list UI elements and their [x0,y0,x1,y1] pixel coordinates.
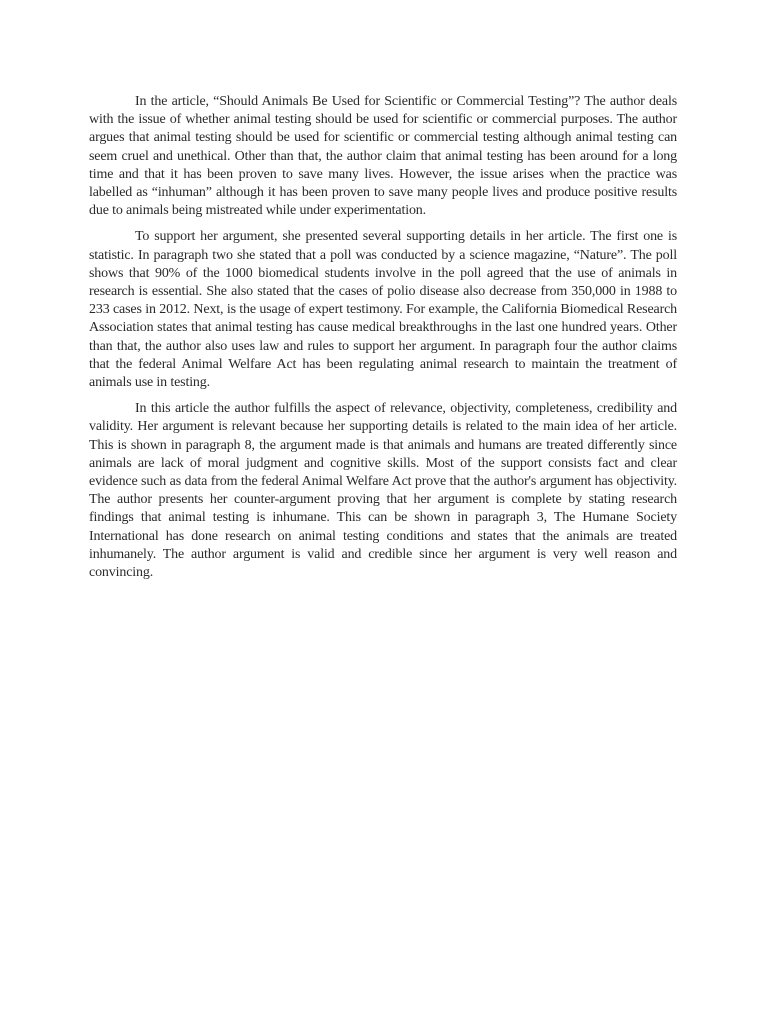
paragraph-intro: In the article, “Should Animals Be Used for Scientific or Commercial Testing”? The author deals with the issue of whether animal testing should be used for scientific or commercial purposes. The author argues that animal testing should be used for scientific or commercial testing although animal testing can seem cruel and unethical. Other than that, the author claim that animal testing has been around for a long time and that it has been proven to save many lives. However, the issue arises when the practice was labelled as “inhuman” although it has been proven to save many people lives and produce positive results due to animals being mistreated while under experimentation. [89,94,677,219]
paragraph-evaluation: In this article the author fulfills the aspect of relevance, objectivity, completeness, credibility and validity. Her argument is relevant because her supporting details is related to the main idea of her article. This is shown in paragraph 8, the argument made is that animals and humans are treated differently since animals are lack of moral judgment and cognitive skills. Most of the support consists fact and clear evidence such as data from the federal Animal Welfare Act prove that the author's argument has objectivity. The author presents her counter-argument proving that her argument is complete by stating research findings that animal testing is inhumane. This can be shown in paragraph 3, The Humane Society International has done research on animal testing conditions and states that the animals are treated inhumanely. The author argument is valid and credible since her argument is very well reason and convincing. [89,401,677,581]
paragraph-supporting-details: To support her argument, she presented several supporting details in her article. The first one is statistic. In paragraph two she stated that a poll was conducted by a science magazine, “Nature”. The poll shows that 90% of the 1000 biomedical students involve in the poll agreed that the use of animals in research is essential. She also stated that the cases of polio disease also decrease from 350,000 in 1988 to 233 cases in 2012. Next, is the usage of expert testimony. For example, the California Biomedical Research Association states that animal testing has cause medical breakthroughs in the last one hundred years. Other than that, the author also uses law and rules to support her argument. In paragraph four the author claims that the federal Animal Welfare Act has been regulating animal research to maintain the treatment of animals use in testing. [89,229,677,391]
document-page [89,93,677,590]
